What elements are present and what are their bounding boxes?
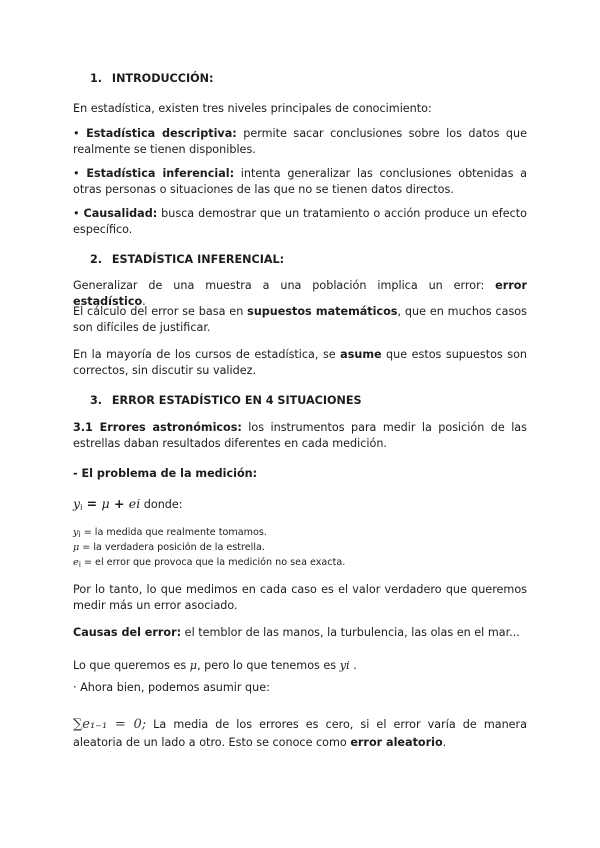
section-number: 1. [90, 72, 103, 85]
text-run: La media de los errores es cero, si el error varía de manera aleatoria de un lado a otro. Esto se conoce como [73, 718, 527, 749]
section-heading-inferencial [90, 253, 284, 266]
text-run: . [442, 736, 447, 749]
section-heading-error [90, 394, 362, 407]
text-run: los instrumentos para medir la posición de las estrellas daban resultados diferentes en cada medición. [73, 421, 527, 450]
math-subscript: i [80, 503, 83, 512]
math-operator: = [82, 496, 102, 511]
bold-term: error estadístico [73, 279, 527, 308]
text-run: = la verdadera posición de la estrella. [79, 542, 265, 553]
intro-paragraph: En estadística, existen tres niveles principales de conocimiento: [73, 102, 432, 115]
math-symbol: y [73, 527, 79, 538]
text-run: . [349, 659, 357, 672]
text-run: = el error que provoca que la medición no sea exacta. [80, 557, 346, 568]
math-subscript: i [78, 530, 81, 539]
bullet-causalidad [73, 206, 527, 238]
equation-line [73, 496, 527, 516]
paragraph-asume [73, 347, 527, 379]
bullet-text: busca demostrar que un tratamiento o acción produce un efecto específico. [73, 207, 527, 236]
paragraph-causas [73, 625, 527, 641]
section-title: ERROR ESTADÍSTICO EN 4 SITUACIONES [111, 394, 362, 407]
text-run: donde: [140, 498, 183, 511]
text-run: , pero lo que tenemos es [197, 659, 340, 672]
definition-ei [73, 555, 527, 572]
bold-term: asume [340, 348, 382, 361]
bullet-dot: • [73, 167, 80, 180]
text-run: el temblor de las manos, la turbulencia, las olas en el mar... [181, 626, 520, 639]
paragraph-ahora-bien: · Ahora bien, podemos asumir que: [73, 681, 270, 694]
bold-term: error aleatorio [350, 736, 443, 749]
bold-term: - El problema de la medición: [73, 467, 258, 480]
text-run: El cálculo del error se basa en [73, 305, 248, 318]
section-number: 3. [90, 394, 103, 407]
text-run: En la mayoría de los cursos de estadística, se [73, 348, 341, 361]
math-symbol: ei [128, 496, 141, 511]
bullet-text: permite sacar conclusiones sobre los datos que realmente se tienen disponibles. [73, 127, 527, 156]
paragraph-media-errores [73, 716, 527, 752]
subheading-medicion [73, 466, 527, 482]
bullet-label: Causalidad: [83, 207, 158, 220]
paragraph-supuestos [73, 304, 527, 336]
bullet-label: Estadística descriptiva: [86, 127, 237, 140]
section-title: INTRODUCCIÓN: [111, 72, 214, 85]
math-symbol: yi [339, 659, 350, 672]
text-run: . [142, 295, 146, 308]
math-symbol: μ [73, 542, 80, 553]
bullet-descriptiva [73, 126, 527, 158]
text-run: = la medida que realmente tomamos. [80, 527, 267, 538]
text-run: Lo que queremos es [73, 659, 190, 672]
definition-mu [73, 540, 527, 555]
math-symbol: y [73, 496, 81, 511]
section-heading-introduccion [90, 72, 214, 85]
math-symbol: e [73, 557, 79, 568]
math-operator: + [109, 496, 129, 511]
bold-term: 3.1 Errores astronómicos: [73, 421, 242, 434]
section-title: ESTADÍSTICA INFERENCIAL: [111, 253, 285, 266]
paragraph-errores-astronomicos [73, 420, 527, 452]
paragraph-queremos [73, 658, 527, 674]
math-symbol: μ [189, 659, 198, 672]
math-symbol: μ [101, 496, 110, 511]
bullet-dot: • [73, 207, 80, 220]
bold-term: supuestos matemáticos [247, 305, 398, 318]
text-run: que estos supuestos son correctos, sin discutir su validez. [73, 348, 528, 377]
section-number: 2. [90, 253, 103, 266]
math-subscript: i [78, 560, 81, 569]
bold-term: Causas del error: [73, 626, 182, 639]
bullet-inferencial [73, 166, 527, 198]
text-run: , que en muchos casos son difíciles de justificar. [73, 305, 527, 334]
bullet-label: Estadística inferencial: [86, 167, 235, 180]
text-run: Generalizar de una muestra a una población implica un error: [73, 279, 496, 292]
bullet-text: intenta generalizar las conclusiones obtenidas a otras personas o situaciones de las que no se tienen datos directos. [73, 167, 527, 196]
bullet-dot: • [73, 127, 80, 140]
paragraph-por-lo-tanto: Por lo tanto, lo que medimos en cada caso es el valor verdadero que queremos medir más un error asociado. [73, 583, 527, 612]
formula-sum-errors: ∑e₁₋₁ = 0; [73, 717, 147, 732]
